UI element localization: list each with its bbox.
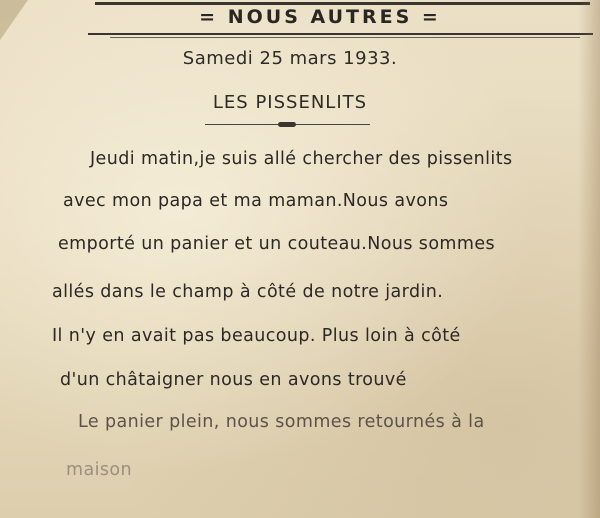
newsletter-title: = NOUS AUTRES = [199,6,441,28]
article-line: Jeudi matin,je suis allé chercher des pissenlits [90,149,513,169]
article-line: d'un châtaigner nous en avons trouvé [60,370,407,390]
article-line: allés dans le champ à côté de notre jardin. [52,282,444,302]
header-rule-thin [110,37,580,38]
article-date: Samedi 25 mars 1933. [182,48,398,69]
page-corner-fold [0,0,28,40]
article-line: avec mon papa et ma maman.Nous avons [63,191,449,211]
article-line: Le panier plein, nous sommes retournés à la [78,412,485,432]
article-line: emporté un panier et un couteau.Nous sommes [58,234,496,254]
header-rule [88,33,593,35]
article-line: Il n'y en avait pas beaucoup. Plus loin à côté [52,326,461,346]
article-line: maison [66,460,132,480]
title-ornament [278,122,296,127]
article-title: LES PISSENLITS [212,92,368,113]
